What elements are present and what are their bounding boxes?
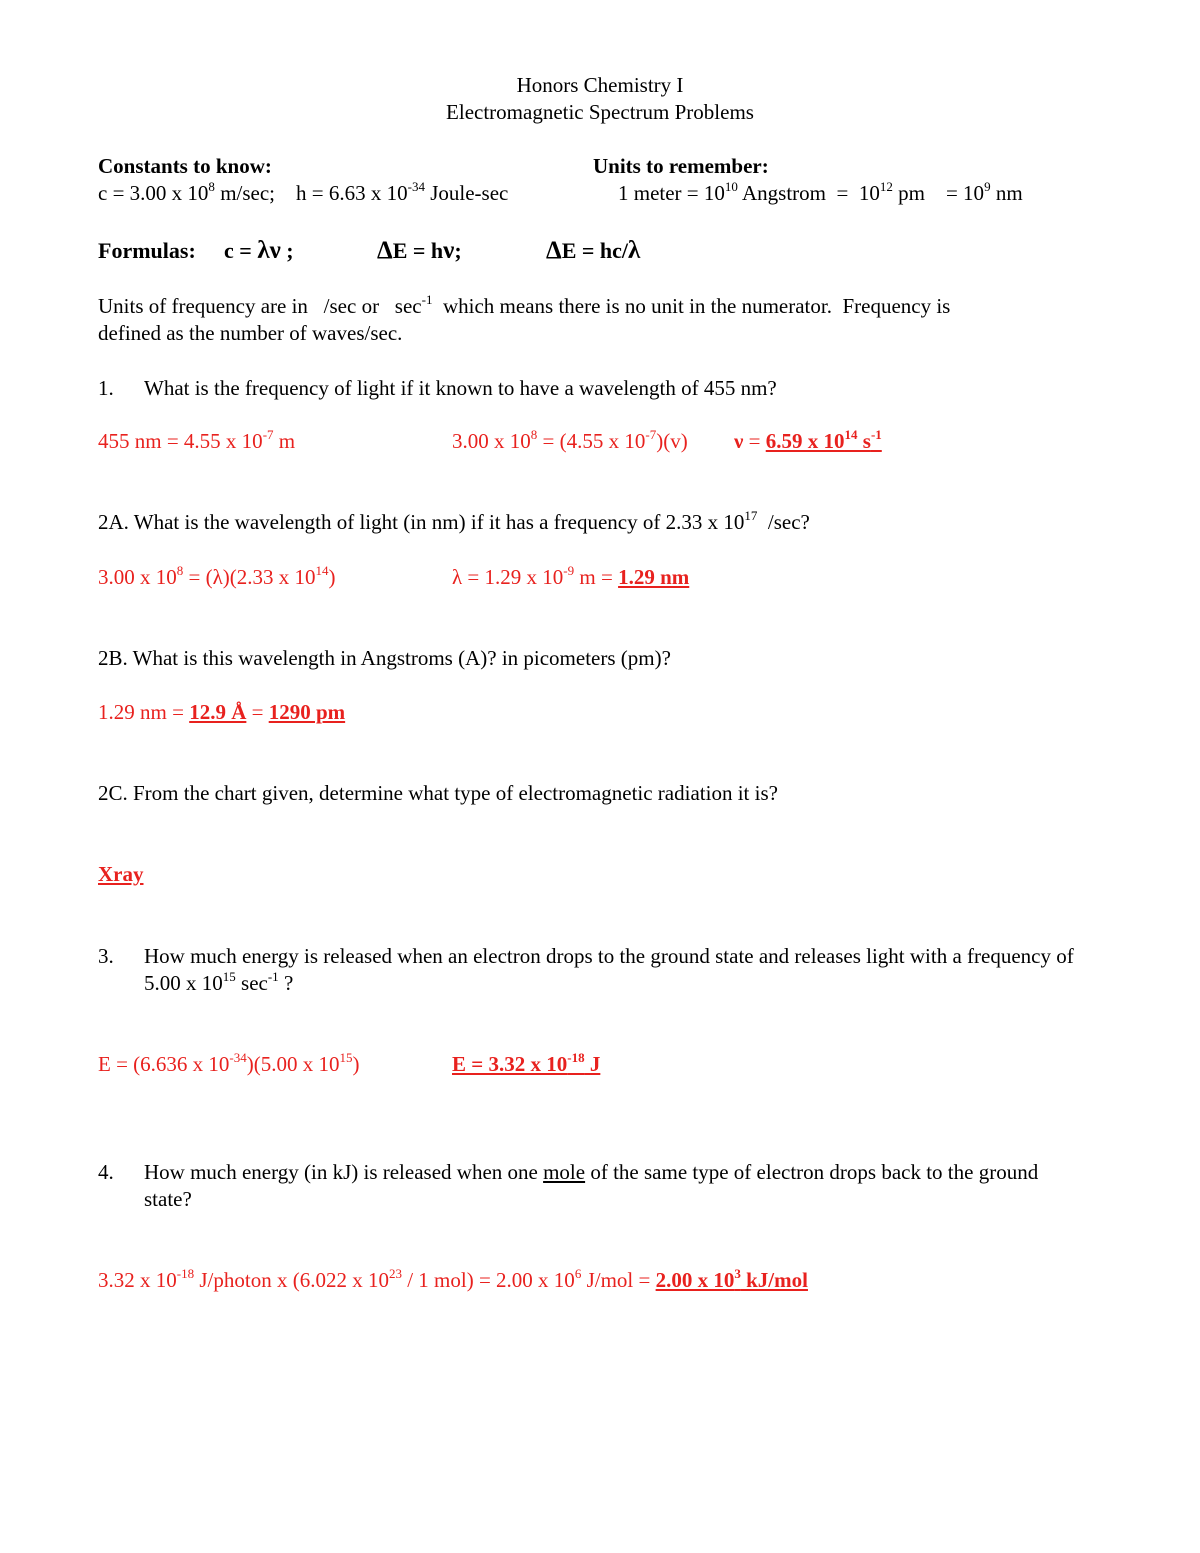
formula-energy-frequency: ΔE = hν;	[377, 237, 462, 264]
q2b-answer: 1.29 nm = 12.9 Å = 1290 pm	[98, 700, 346, 724]
q2c-text: 2C. From the chart given, determine what type of electromagnetic radiation it is?	[98, 781, 778, 805]
q1-answer-equation: 3.00 x $10^8 = (4.55$ x $10^{-7})(v)$	[452, 426, 688, 453]
q1-text: What is the frequency of light if it known to have a wavelength of 455 nm?	[144, 376, 777, 400]
q3-answer-result: E = 3.32 x $10^{-18}$ J	[452, 1049, 601, 1076]
q1-answer-result: ν = 6.59 x $10^{14}$ $s^{-1}$	[734, 426, 882, 453]
constants-values: c = 3.00 x $10^8$ m/sec; h = 6.63 x $10^{-34}$ Joule-sec	[98, 178, 509, 205]
intro-line-1: Units of frequency are in /sec or $\sec^{-1}$ which means there is no unit in the numerator. Frequency is	[98, 291, 951, 318]
formula-energy-wavelength: ΔE = hc/λ	[546, 237, 641, 264]
q2b-text: 2B. What is this wavelength in Angstroms (A)? in picometers (pm)?	[98, 646, 671, 670]
constants-heading: Constants to know:	[98, 154, 272, 178]
q1-number: 1.	[98, 376, 114, 400]
q4-text: How much energy (in kJ) is released when one mole of the same type of electron drops back to the ground state?	[144, 1160, 1039, 1211]
formula-wave-speed: c = λν ;	[224, 237, 294, 264]
document-title: Honors Chemistry I	[516, 73, 684, 97]
q2a-text: 2A. What is the wavelength of light (in nm) if it has a frequency of 2.33 x $10^{17}$ /sec?	[98, 507, 810, 534]
units-values: 1 meter = $10^{10}$ Angstrom = $10^{12}$ pm = $10^9$ nm	[618, 178, 1023, 205]
q4-number: 4.	[98, 1160, 114, 1184]
q3-text: How much energy is released when an electron drops to the ground state and releases light with a frequency of 5.00 x $10^{15}$ $\sec^{-1}$ ?	[144, 944, 1074, 995]
formulas-label: Formulas:	[98, 238, 196, 263]
q2a-answer-result: λ = 1.29 x $10^{-9}$ m = 1.29 nm	[452, 562, 690, 589]
intro-line-2: defined as the number of waves/sec.	[98, 321, 403, 345]
document-subtitle: Electromagnetic Spectrum Problems	[446, 100, 754, 124]
q2c-answer: Xray	[98, 862, 144, 886]
q3-answer-equation: E = (6.636 x $10^{-34})(5.00$ x $10^{15}$)	[98, 1049, 360, 1076]
q1-answer-conversion: 455 nm = 4.55 x $10^{-7}$ m	[98, 426, 296, 453]
q2a-answer-equation: 3.00 x $10^8 = (\lambda)(2.33$ x $10^{14}$)	[98, 562, 336, 589]
q3-number: 3.	[98, 944, 114, 968]
units-heading: Units to remember:	[593, 154, 769, 178]
q4-answer: 3.32 x $10^{-18}$ J/photon x (6.022 x $10^{23} / 1$ mol) = 2.00 x $10^6$ J/mol = 2.00 x $10^3$ kJ/mol	[98, 1265, 808, 1292]
